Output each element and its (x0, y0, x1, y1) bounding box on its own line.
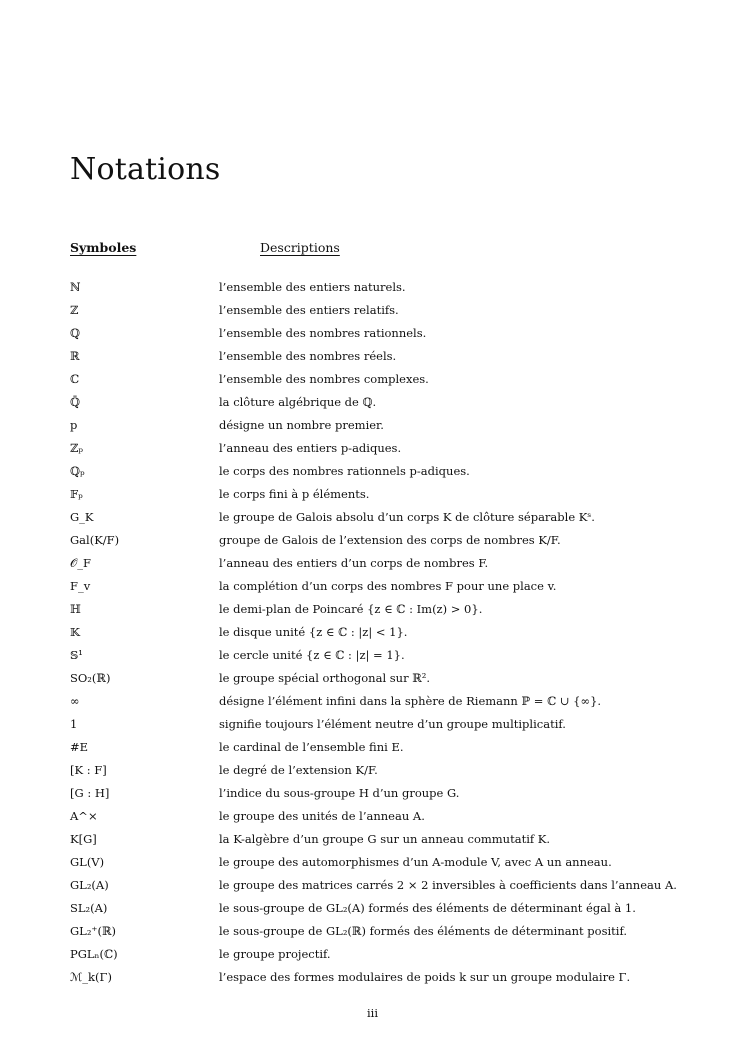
notation-row (0, 279, 745, 302)
notation-description: le groupe projectif. (219, 947, 331, 961)
page-title: Notations (70, 152, 221, 187)
notation-description: l’anneau des entiers p-adiques. (219, 441, 402, 455)
notation-description: le groupe de Galois absolu d’un corps K de clôture séparable Kˢ. (219, 510, 595, 524)
notation-symbol: ℚ̄ (70, 395, 81, 409)
notation-row (0, 785, 745, 808)
notation-row (0, 854, 745, 877)
notation-description: l’ensemble des entiers relatifs. (219, 303, 399, 317)
notation-description: la complétion d’un corps des nombres F pour une place v. (219, 579, 557, 593)
notation-symbol: ℳ_k(Γ) (70, 970, 112, 984)
notation-symbol: ℂ (70, 372, 80, 386)
notation-row (0, 463, 745, 486)
notation-row (0, 486, 745, 509)
notation-row (0, 739, 745, 762)
notation-symbol: ℍ (70, 602, 81, 616)
notation-row (0, 394, 745, 417)
notation-symbol: G_K (70, 510, 94, 524)
notation-description: la clôture algébrique de ℚ. (219, 395, 377, 409)
notation-description: le groupe des unités de l’anneau A. (219, 809, 425, 823)
notation-symbol: 𝒪_F (70, 556, 91, 570)
notation-symbol: ∞ (70, 694, 80, 708)
notation-description: groupe de Galois de l’extension des corps de nombres K/F. (219, 533, 561, 547)
notation-description: le groupe des matrices carrés 2 × 2 inversibles à coefficients dans l’anneau A. (219, 878, 677, 892)
notation-description: le groupe spécial orthogonal sur ℝ². (219, 671, 431, 685)
notation-row (0, 578, 745, 601)
notation-description: signifie toujours l’élément neutre d’un groupe multiplicatif. (219, 717, 566, 731)
column-header-descriptions: Descriptions (260, 240, 340, 255)
notation-symbol: ℚₚ (70, 464, 85, 478)
notation-description: le degré de l’extension K/F. (219, 763, 378, 777)
notation-description: le demi-plan de Poincaré {z ∈ ℂ : Im(z) > 0}. (219, 602, 483, 616)
notation-row (0, 831, 745, 854)
notation-row (0, 670, 745, 693)
notation-description: le disque unité {z ∈ ℂ : |z| < 1}. (219, 625, 408, 639)
notation-row (0, 877, 745, 900)
notation-symbol: p (70, 418, 78, 432)
notation-symbol: 1 (70, 717, 78, 731)
notation-symbol: GL(V) (70, 855, 105, 869)
notation-symbol: Gal(K/F) (70, 533, 120, 547)
notation-symbol: ℤₚ (70, 441, 83, 455)
notation-row (0, 693, 745, 716)
notation-symbol: [K : F] (70, 763, 107, 777)
notation-row (0, 509, 745, 532)
notation-row (0, 555, 745, 578)
notation-symbol: #E (70, 740, 89, 754)
notation-description: l’espace des formes modulaires de poids k sur un groupe modulaire Γ. (219, 970, 631, 984)
page-number: iii (366, 1006, 379, 1020)
notation-description: l’ensemble des nombres réels. (219, 349, 397, 363)
notation-symbol: ℚ (70, 326, 81, 340)
notation-symbol: F_v (70, 579, 91, 593)
notation-description: le cardinal de l’ensemble fini E. (219, 740, 404, 754)
notation-description: l’indice du sous-groupe H d’un groupe G. (219, 786, 460, 800)
notation-description: le sous-groupe de GL₂(A) formés des éléments de déterminant égal à 1. (219, 901, 636, 915)
notation-symbol: SL₂(A) (70, 901, 108, 915)
notation-description: le corps des nombres rationnels p-adiques. (219, 464, 470, 478)
notation-row (0, 946, 745, 969)
notation-row (0, 624, 745, 647)
notation-description: la K-algèbre d’un groupe G sur un anneau commutatif K. (219, 832, 551, 846)
notation-description: le cercle unité {z ∈ ℂ : |z| = 1}. (219, 648, 405, 662)
notation-row (0, 762, 745, 785)
notation-symbol: ℤ (70, 303, 79, 317)
notation-row (0, 532, 745, 555)
notation-description: le sous-groupe de GL₂(ℝ) formés des éléments de déterminant positif. (219, 924, 627, 938)
notation-description: l’anneau des entiers d’un corps de nombres F. (219, 556, 489, 570)
notation-symbol: GL₂⁺(ℝ) (70, 924, 117, 938)
notation-description: l’ensemble des nombres rationnels. (219, 326, 427, 340)
notation-description: l’ensemble des nombres complexes. (219, 372, 429, 386)
notation-table (0, 279, 745, 992)
notation-row (0, 371, 745, 394)
notation-row (0, 601, 745, 624)
notation-description: désigne un nombre premier. (219, 418, 384, 432)
notation-description: le corps fini à p éléments. (219, 487, 370, 501)
notation-row (0, 417, 745, 440)
notation-symbol: GL₂(A) (70, 878, 109, 892)
notation-description: désigne l’élément infini dans la sphère de Riemann ℙ = ℂ ∪ {∞}. (219, 694, 602, 708)
notation-description: l’ensemble des entiers naturels. (219, 280, 406, 294)
notation-symbol: 𝕊¹ (70, 648, 83, 662)
notation-symbol: 𝔽ₚ (70, 487, 83, 501)
notation-symbol: SO₂(ℝ) (70, 671, 111, 685)
notation-symbol: ℝ (70, 349, 80, 363)
notation-symbol: A^× (70, 809, 98, 823)
notation-row (0, 348, 745, 371)
notation-row (0, 923, 745, 946)
notation-row (0, 325, 745, 348)
notation-row (0, 808, 745, 831)
notation-row (0, 716, 745, 739)
notation-row (0, 969, 745, 992)
notation-symbol: [G : H] (70, 786, 110, 800)
notation-symbol: K[G] (70, 832, 97, 846)
notation-symbol: ℕ (70, 280, 81, 294)
notation-symbol: PGLₙ(ℂ) (70, 947, 118, 961)
notation-row (0, 302, 745, 325)
notation-symbol: 𝕂 (70, 625, 80, 639)
notation-row (0, 900, 745, 923)
column-header-symbols: Symboles (70, 240, 137, 255)
notation-row (0, 440, 745, 463)
notation-description: le groupe des automorphismes d’un A-module V, avec A un anneau. (219, 855, 612, 869)
notation-row (0, 647, 745, 670)
